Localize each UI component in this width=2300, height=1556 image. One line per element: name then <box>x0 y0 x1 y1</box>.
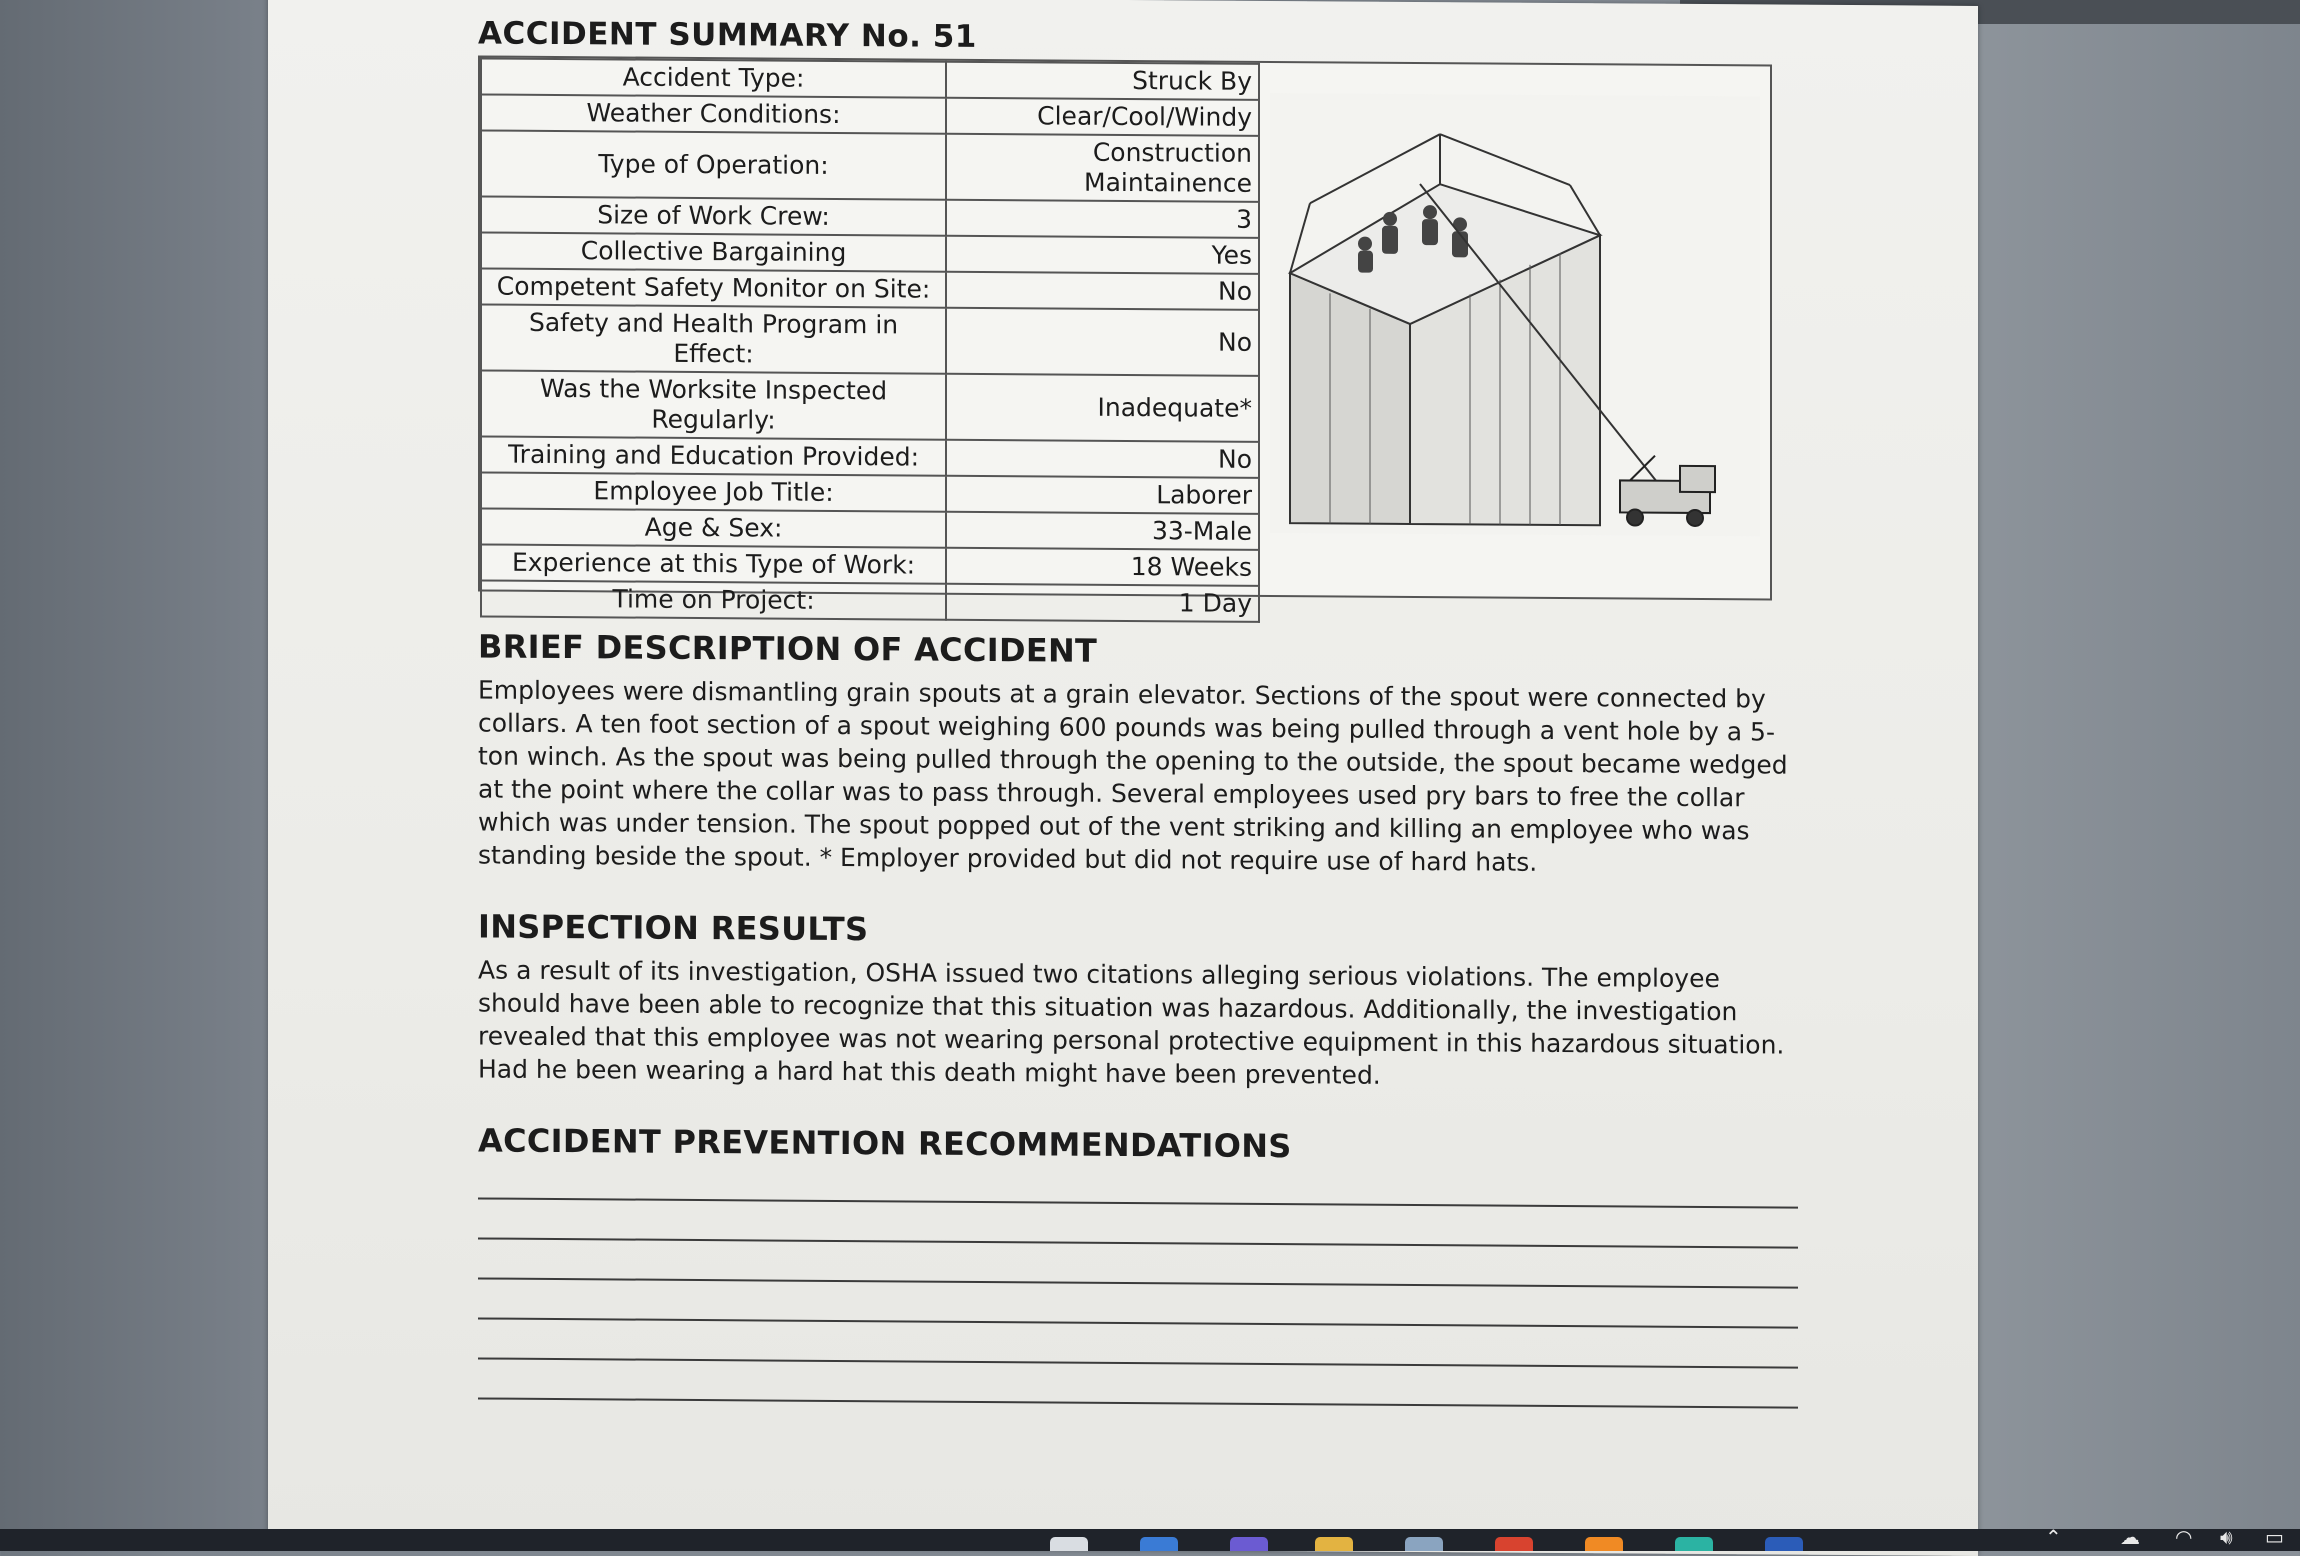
chevron-up-icon[interactable]: ⌃ <box>2045 1525 2062 1549</box>
summary-value: No <box>946 272 1259 310</box>
summary-label: Type of Operation: <box>481 130 946 199</box>
summary-value: 33-Male <box>946 512 1259 550</box>
summary-box <box>478 55 1772 618</box>
blank-answer-line <box>478 1237 1798 1248</box>
summary-value: 3 <box>946 200 1259 238</box>
blank-answer-line <box>478 1397 1798 1408</box>
summary-label: Competent Safety Monitor on Site: <box>481 268 946 307</box>
summary-row <box>481 232 1259 273</box>
edge-icon[interactable] <box>1675 1537 1713 1551</box>
summary-label: Accident Type: <box>481 58 946 97</box>
summary-label: Safety and Health Program in Effect: <box>481 304 946 373</box>
summary-row <box>481 544 1259 585</box>
blank-answer-line <box>478 1357 1798 1368</box>
file-explorer-icon[interactable] <box>1050 1537 1088 1551</box>
word-icon[interactable] <box>1765 1537 1803 1551</box>
calculator-icon[interactable] <box>1405 1537 1443 1551</box>
monitor-bezel-left <box>0 0 270 1551</box>
notification-icon[interactable]: ▭ <box>2265 1525 2284 1549</box>
summary-value: Struck By <box>946 62 1259 100</box>
summary-row <box>481 508 1259 549</box>
summary-label: Collective Bargaining <box>481 232 946 271</box>
summary-value: No <box>946 440 1259 478</box>
recommendations-heading: ACCIDENT PREVENTION RECOMMENDATIONS <box>478 1121 1292 1166</box>
summary-label: Time on Project: <box>481 580 946 619</box>
description-heading: BRIEF DESCRIPTION OF ACCIDENT <box>478 627 1098 670</box>
summary-row <box>481 196 1259 237</box>
monitor-bezel-right <box>1970 0 2300 1551</box>
blank-answer-line <box>478 1277 1798 1288</box>
summary-value: Inadequate* <box>946 374 1259 442</box>
summary-label: Training and Education Provided: <box>481 436 946 475</box>
summary-value: No <box>946 308 1259 376</box>
summary-value: Construction Maintainence <box>946 134 1259 202</box>
summary-row <box>481 472 1259 513</box>
summary-value: Yes <box>946 236 1259 274</box>
document-content <box>478 15 1808 1408</box>
description-text: Employees were dismantling grain spouts at a grain elevator. Sections of the spout were connected by collars. A ten foot section of a spout weighing 600 pounds was being pulled through a vent hole by a 5-ton winch. As the spout was being pulled through the opening to the outside, the spout became wedged at the point where the collar was to pass through. Several employees used pry bars to free the collar which was under tension. The spout popped out of the vent striking and killing an employee who was standing beside the spout. * Employer provided but did not require use of hard hats. <box>478 675 1788 877</box>
app-notification-icon[interactable] <box>1495 1537 1533 1551</box>
wifi-icon[interactable]: ◠ <box>2175 1525 2193 1549</box>
summary-row <box>481 370 1259 441</box>
browser-icon[interactable] <box>1140 1537 1178 1551</box>
summary-label: Weather Conditions: <box>481 94 946 133</box>
summary-row <box>481 268 1259 309</box>
summary-row <box>481 130 1259 201</box>
volume-icon[interactable]: 🔊︎ <box>2220 1525 2233 1549</box>
onedrive-icon[interactable]: ☁ <box>2120 1525 2140 1549</box>
folder-icon[interactable] <box>1315 1537 1353 1551</box>
document-title: ACCIDENT SUMMARY No. 51 <box>478 15 977 55</box>
summary-value: 1 Day <box>946 584 1259 622</box>
summary-label: Employee Job Title: <box>481 472 946 511</box>
summary-row <box>481 580 1259 621</box>
inspection-text: As a result of its investigation, OSHA issued two citations alleging serious violations. The employee should have been able to recognize that this situation was hazardous. Additionally, the investigation revealed that this employee was not wearing personal protective equipment in this hazardous situation. Had he been wearing a hard hat this death might have been prevented. <box>478 955 1785 1090</box>
blank-answer-line <box>478 1317 1798 1328</box>
summary-row <box>481 304 1259 375</box>
summary-label: Age & Sex: <box>481 508 946 547</box>
document-page <box>268 0 1978 1556</box>
taskbar <box>0 1525 2300 1551</box>
vlc-icon[interactable] <box>1585 1537 1623 1551</box>
summary-label: Size of Work Crew: <box>481 196 946 235</box>
inspection-heading: INSPECTION RESULTS <box>478 907 869 949</box>
recommendation-lines <box>478 1197 1798 1408</box>
accident-illustration <box>1270 93 1760 536</box>
blank-answer-line <box>478 1197 1798 1208</box>
summary-label: Experience at this Type of Work: <box>481 544 946 583</box>
summary-label: Was the Worksite Inspected Regularly: <box>481 370 946 439</box>
summary-row <box>481 436 1259 477</box>
teams-icon[interactable] <box>1230 1537 1268 1551</box>
summary-value: Laborer <box>946 476 1259 514</box>
summary-row <box>481 94 1259 135</box>
summary-value: Clear/Cool/Windy <box>946 98 1259 136</box>
summary-table <box>480 57 1260 622</box>
summary-value: 18 Weeks <box>946 548 1259 586</box>
summary-row <box>481 58 1259 99</box>
